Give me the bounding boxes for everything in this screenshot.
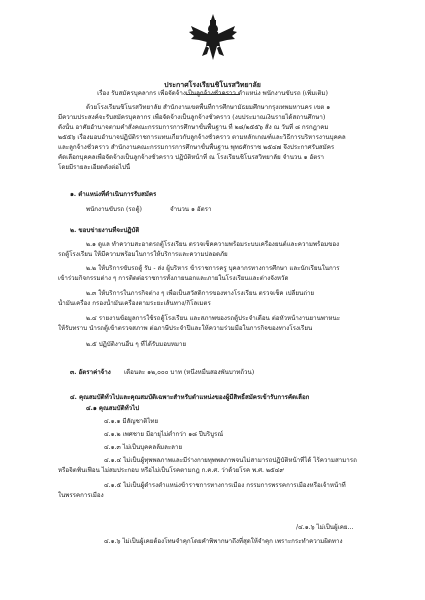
qualification-line: ๔.๑.๕ ไม่เป็นผู้ดำรงตำแหน่งข้าราชการทางการเมือง กรรมการพรรคการเมืองหรือเจ้าหน้าที่ (104, 482, 346, 489)
subsection-heading: ๔.๑ คุณสมบัติทั่วไป (86, 405, 140, 412)
position-name: พนักงานขับรถ (รถตู้) (86, 206, 142, 213)
qualification-line: ในพรรคการเมือง (58, 492, 104, 499)
qualification-line: ๔.๑.๔ ไม่เป็นผู้ทุพพลภาพและมีร่างกายทุพพลภาพจนไม่สามารถปฏิบัติหน้าที่ได้ ไร้ความสามารถ (104, 457, 357, 464)
garuda-emblem-icon (187, 12, 239, 64)
duty-line: เข้าร่วมกิจกรรมต่าง ๆ การติดต่อราชการทั้งภายนอกและภายในโรงเรียนและต่างจังหวัด (58, 275, 289, 282)
intro-line: คัดเลือกบุคคลเพื่อจัดจ้างเป็นลูกจ้างชั่วคราว ปฏิบัติหน้าที่ ณ โรงเรียนชิโนรสวิทยาลัย จำนวน ๑ อัตรา (58, 154, 325, 161)
wage-detail: เดือนละ ๑๒,๐๐๐ บาท (หนึ่งหมื่นสองพันบาทถ้วน) (124, 369, 255, 376)
duty-line: ๒.๑ ดูแล ทำความสะอาดรถตู้โรงเรียน ตรวจเช็คความพร้อมระบบเครื่องยนต์และความพร้อมของ (86, 241, 340, 248)
intro-line: ดังนั้น อาศัยอำนาจตามคำสั่งคณะกรรมการการศึกษาขั้นพื้นฐาน ที่ ๒๘/๒๕๕๖ สั่ง ณ วันที่ ๘ กรกฎาคม (58, 124, 329, 131)
duty-line: น้ำมันเครื่อง กรองน้ำมันเครื่องตามระยะเส้นทาง/กิโลเมตร (58, 300, 211, 307)
duty-line: ๒.๕ ปฏิบัติงานอื่น ๆ ที่ได้รับมอบหมาย (86, 341, 187, 348)
duty-line: ๒.๒ ให้บริการขับรถตู้ รับ - ส่ง ผู้บริหาร ข้าราชการครู บุคลากรทางการศึกษา และนักเรียนในการ (86, 265, 340, 272)
qualification-line: ๔.๑.๓ ไม่เป็นบุคคลล้มละลาย (104, 444, 183, 451)
intro-line: ด้วยโรงเรียนชิโนรสวิทยาลัย สำนักงานเขตพื้นที่การศึกษามัธยมศึกษากรุงเทพมหานคร เขต ๑ (86, 104, 331, 111)
duty-line: ให้รับทราบ นำรถตู้เข้าตรวจสภาพ ต่อภาษีประจำปีและให้ความร่วมมือในการกิจของทางโรงเรียน (58, 325, 313, 332)
section-heading: ๔. คุณสมบัติทั่วไปและคุณสมบัติเฉพาะสำหรับตำแหน่งของผู้มีสิทธิ์สมัครเข้ารับการคัดเลือก (70, 394, 310, 401)
qualification-line: ๔.๑.๑ มีสัญชาติไทย (104, 418, 159, 425)
section-heading: ๑. ตำแหน่งที่ดำเนินการรับสมัคร (70, 191, 157, 198)
section-heading: ๒. ขอบข่ายงานที่จะปฏิบัติ (70, 227, 140, 234)
qualification-line: หรือจิตฟั่นเฟือน ไม่สมประกอบ หรือไม่เป็นโรคตามกฎ ก.ค.ศ. ว่าด้วยโรค พ.ศ. ๒๕๔๙ (58, 467, 284, 474)
qualification-line: ๔.๑.๒ เพศชาย มีอายุไม่ต่ำกว่า ๑๘ ปีบริบูรณ์ (104, 431, 224, 438)
continued-note: /๔.๑.๖ ไม่เป็นผู้เคย... (296, 524, 354, 531)
duty-line: รถตู้โรงเรียน ให้มีความพร้อมในการให้บริการและความปลอดภัย (58, 251, 228, 258)
duty-line: ๒.๓ ให้บริการในภารกิจต่าง ๆ เพื่อเป็นสวัสดิการของทางโรงเรียน ตรวจเช็ค เปลี่ยนถ่าย (86, 290, 315, 297)
title-divider (186, 94, 240, 95)
intro-line: โดยมีรายละเอียดดังต่อไปนี้ (58, 164, 131, 171)
announcement-title: ประกาศโรงเรียนชิโนรสวิทยาลัย (164, 80, 261, 89)
announcement-subject: เรื่อง รับสมัครบุคลากร เพื่อจัดจ้างเป็นลูกจ้างชั่วคราว ตำแหน่ง พนักงานขับรถ (เพิ่มเติม) (97, 90, 328, 97)
section-heading: ๓. อัตราค่าจ้าง (70, 369, 111, 376)
position-quota: จำนวน ๑ อัตรา (170, 206, 212, 213)
intro-line: มีความประสงค์จะรับสมัครบุคลากร เพื่อจัดจ้างเป็นลูกจ้างชั่วคราว (งบประมาณเงินรายได้สถานศึกษา) (58, 114, 326, 121)
intro-line: และลูกจ้างชั่วคราว สำนักงานคณะกรรมการการศึกษาขั้นพื้นฐาน พุทธศักราช ๒๕๔๗ จึงประกาศรับสมัคร (58, 144, 335, 151)
intro-line: ๒๕๕๖ เรื่องมอบอำนาจปฏิบัติราชการแทนเกี่ยวกับลูกจ้างชั่วคราว ตามหลักเกณฑ์และวิธีการบริหารงานบุคคล (58, 134, 346, 141)
duty-line: ๒.๔ รายงานข้อมูลการใช้รถตู้โรงเรียน และสภาพของรถตู้ประจำเดือน ต่อหัวหน้างานยานพาหนะ (86, 315, 341, 322)
qualification-line: ๔.๑.๖ ไม่เป็นผู้เคยต้องโทษจำคุกโดยคำพิพากษาถึงที่สุดให้จำคุก เพราะกระทำความผิดทาง (104, 538, 343, 545)
